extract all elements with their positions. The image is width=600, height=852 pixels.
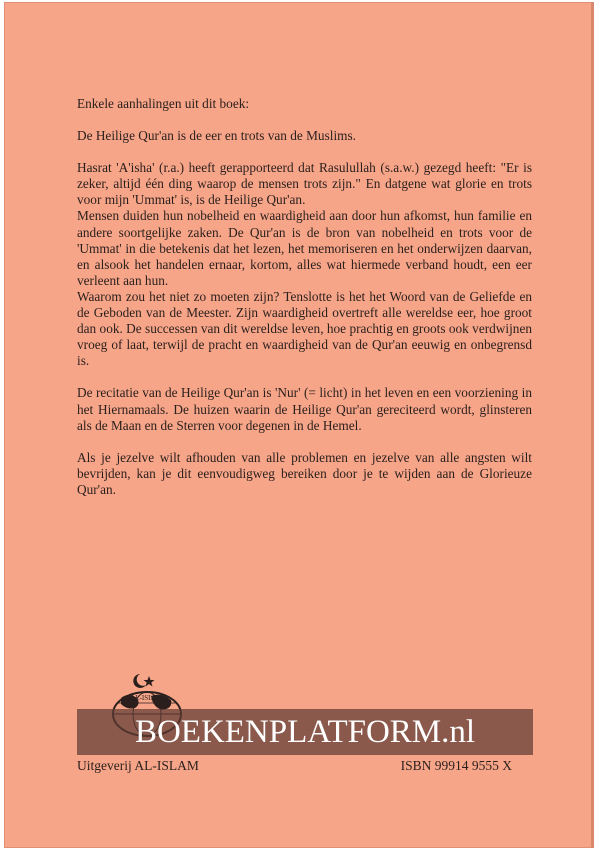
quote-paragraph-6: Als je jezelve wilt afhouden van alle problemen en jezelve van alle angsten wilt bevrijden, kan je dit eenvoudigweg bereiken door je te wijden aan de Glorieuze Qur'an. — [77, 449, 532, 497]
quote-paragraph-2: Hasrat 'A'isha' (r.a.) heeft gerapporteerd dat Rasulullah (s.a.w.) gezegd heeft: "Er is zeker, altijd één ding waarop de mensen trots zijn." En datgene wat glorie en trots voor mijn 'Ummat' is, is de Heilige Qur'an. — [77, 160, 532, 208]
cover-text — [77, 96, 532, 498]
book-back-cover — [4, 2, 594, 848]
publisher-name: Uitgeverij AL-ISLAM — [77, 758, 199, 773]
emblem-caption: AL-ISLAM — [130, 694, 164, 702]
quote-paragraph-3: Mensen duiden hun nobelheid en waardigheid aan door hun afkomst, hun familie en andere soortgelijke zaken. De Qur'an is de bron van nobelheid en trots voor de 'Ummat' in die betekenis dat het lezen, het memoriseren en het onderwijzen daarvan, en alsook het handelen ernaar, kortom, alles wat hiermede verband houdt, een eer verleent aan hun. — [77, 208, 532, 288]
crescent-icon — [133, 674, 146, 688]
intro-line: Enkele aanhalingen uit dit boek: — [77, 96, 250, 111]
quote-paragraph-1: De Heilige Qur'an is de eer en trots van de Muslims. — [77, 128, 356, 144]
star-icon — [144, 676, 155, 687]
isbn-number: ISBN 99914 9555 X — [400, 758, 512, 773]
watermark-banner: BOEKENPLATFORM.nl — [77, 709, 533, 755]
quote-paragraph-4: Waarom zou het niet zo moeten zijn? Tenslotte is het het Woord van de Geliefde en de Geboden van de Meester. Zijn waardigheid overtreft alle wereldse eer, hoe groot dan ook. De successen van dit wereldse leven, hoe prachtig en groots ook verdwijnen vroeg of laat, terwijl de pracht en waardigheid van de Qur'an eeuwig en onbegrensd is. — [77, 288, 532, 369]
quote-paragraph-5: De recitatie van de Heilige Qur'an is 'Nur' (= licht) in het leven en een voorziening in het Hiernamaals. De huizen waarin de Heilige Qur'an gereciteerd wordt, glinsteren als de Maan en de Sterren voor degenen in de Hemel. — [77, 385, 532, 433]
